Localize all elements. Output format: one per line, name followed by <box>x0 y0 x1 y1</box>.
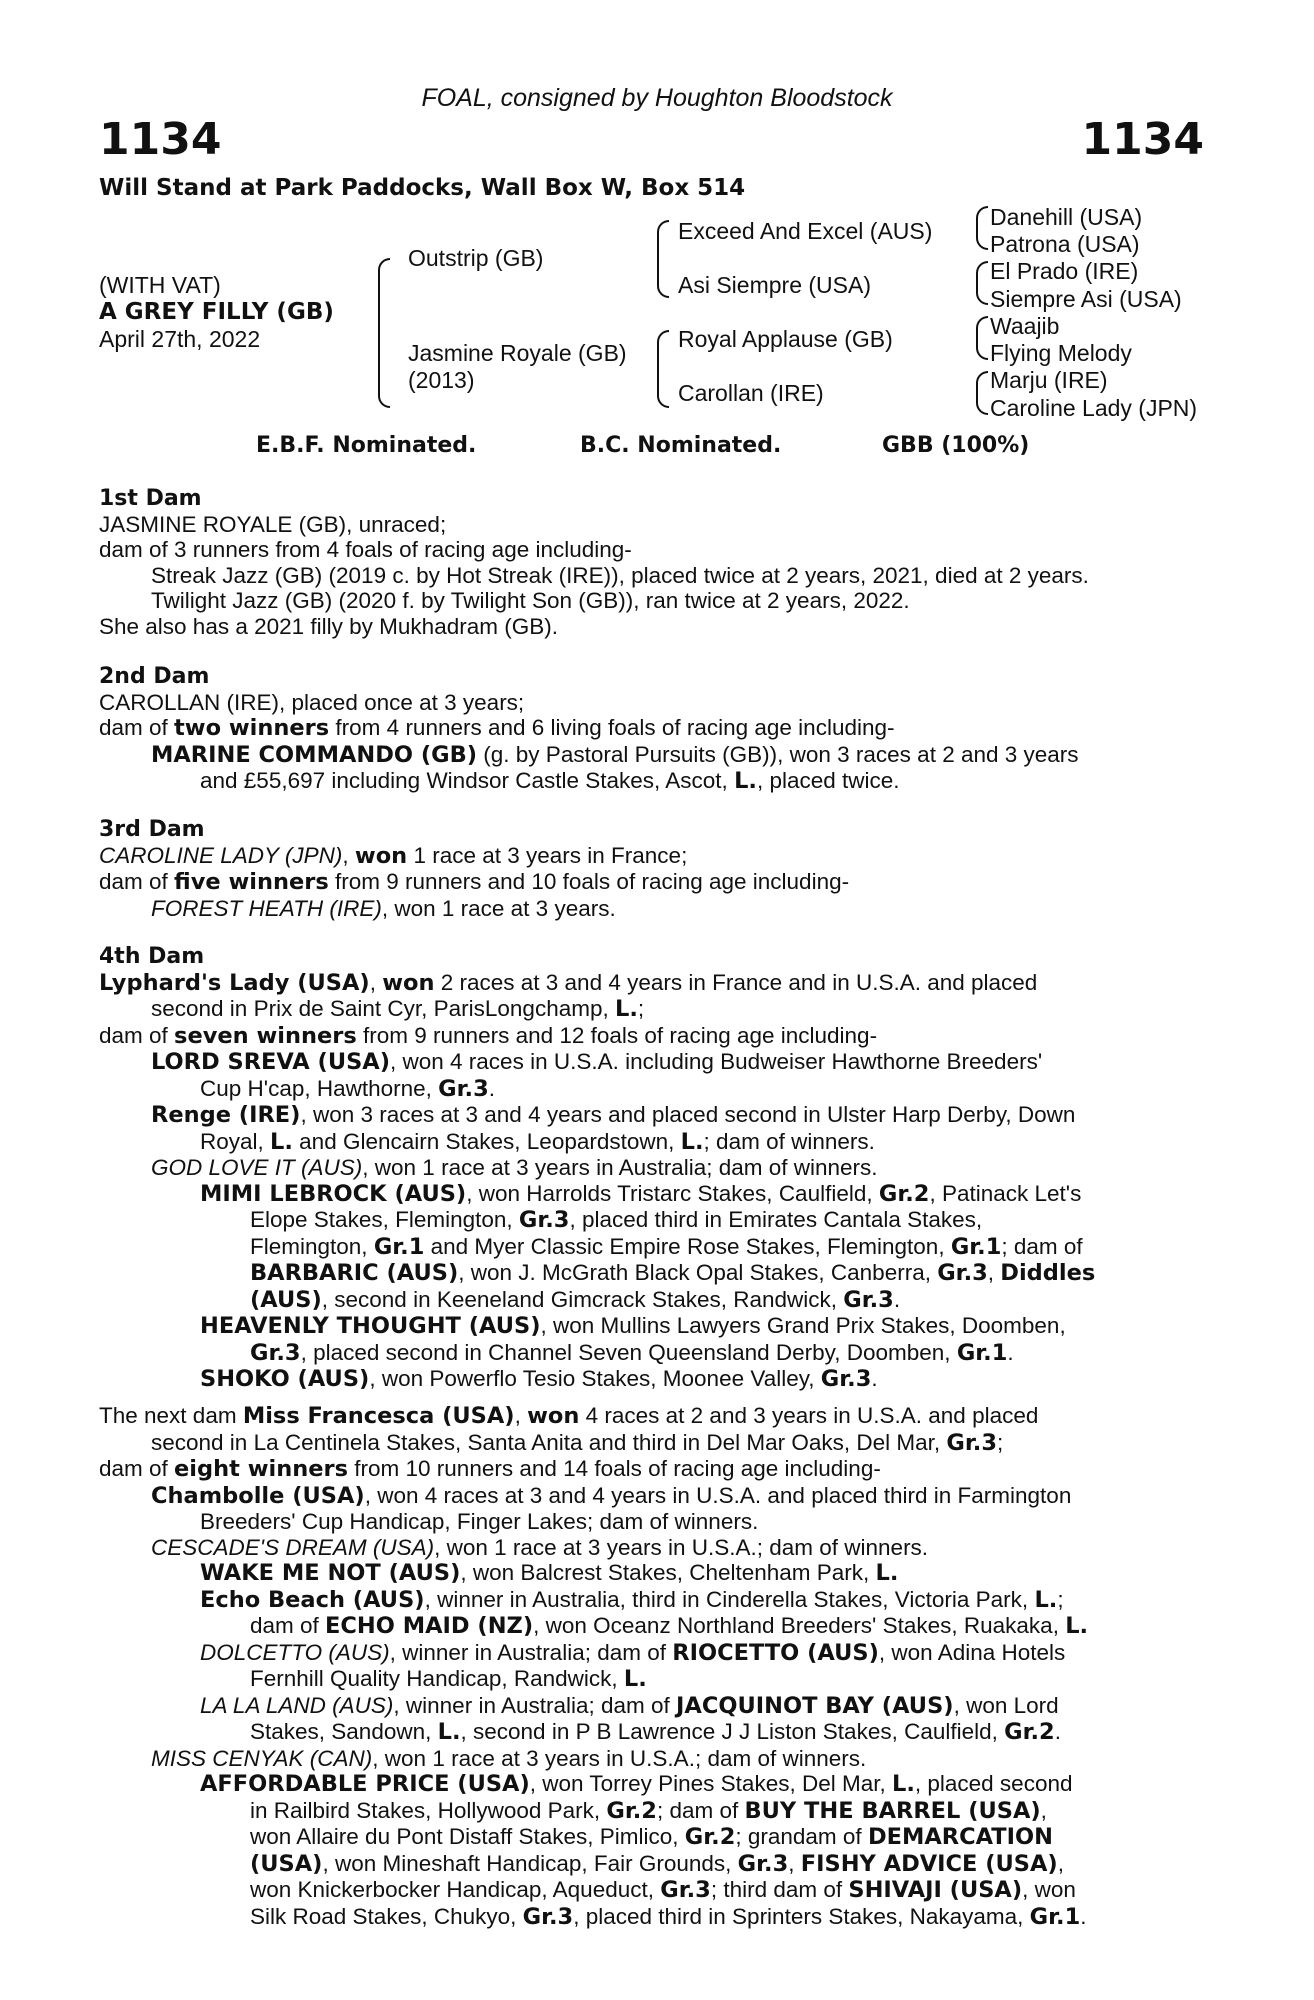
text: ; third dam of <box>710 1877 849 1902</box>
text: ; <box>1057 1586 1064 1612</box>
race-grade: L. <box>1034 1586 1058 1613</box>
horse-name: Renge (IRE) <box>151 1102 301 1128</box>
text: , won Mineshaft Handicap, Fair Grounds, <box>322 1850 738 1876</box>
text: dam of <box>99 715 175 740</box>
text: , won Powerflo Tesio Stakes, Moonee Valley, <box>369 1366 821 1391</box>
race-grade: L. <box>875 1560 899 1586</box>
race-grade: Gr.2 <box>878 1180 930 1207</box>
text: from 4 runners and 6 living foals of racing age including- <box>329 715 895 740</box>
second-dam-produce <box>99 742 1202 769</box>
race-grade: L. <box>270 1128 293 1155</box>
horse-name: MISS CENYAK (CAN) <box>151 1745 373 1771</box>
text: , won <box>1022 1877 1076 1902</box>
grand-produce <box>99 1771 1202 1798</box>
horse-name: BUY THE BARREL (USA) <box>744 1797 1041 1824</box>
text: Fernhill Quality Handicap, Randwick, <box>250 1666 624 1691</box>
text: , won 1 race at 3 years. <box>381 895 616 921</box>
text: from 9 runners and 12 foals of racing age including- <box>356 1022 878 1048</box>
fourth-dam-section <box>99 944 1202 1393</box>
race-grade: Gr.3 <box>946 1429 997 1456</box>
text: , <box>514 1403 528 1428</box>
first-dam-line: dam of 3 runners from 4 foals of racing age including- <box>99 537 632 562</box>
pedigree-brace-g4 <box>976 371 988 415</box>
text: ; grandam of <box>735 1824 868 1849</box>
grand-produce <box>99 1904 1202 1931</box>
text: , second in Keeneland Gimcrack Stakes, Randwick, <box>321 1286 844 1312</box>
stand-location: Will Stand at Park Paddocks, Wall Box W, Box 514 <box>99 175 746 201</box>
race-grade: Gr.2 <box>606 1797 657 1824</box>
second-dam-section <box>99 664 1202 795</box>
granddam-8: Caroline Lady (JPN) <box>990 395 1198 421</box>
horse-name: FISHY ADVICE (USA) <box>800 1850 1058 1877</box>
text: , won Adina Hotels <box>878 1639 1066 1665</box>
grand-produce <box>99 1587 1202 1614</box>
horse-name: Chambolle (USA) <box>151 1482 365 1509</box>
race-grade: Gr.1 <box>373 1233 425 1260</box>
grandsire-1: Danehill (USA) <box>990 204 1143 230</box>
race-grade: Gr.3 <box>737 1850 789 1877</box>
pedigree-brace-main <box>378 258 390 408</box>
horse-name: Diddles <box>1000 1260 1096 1286</box>
text: , winner in Australia; dam of <box>393 1692 677 1718</box>
grand-produce <box>99 1181 1202 1208</box>
race-grade: L. <box>734 768 757 794</box>
text: , won Lord <box>953 1692 1059 1718</box>
third-dam-line <box>99 869 1202 896</box>
text: . <box>893 1286 901 1312</box>
text: dam of <box>99 1456 175 1481</box>
text: and £55,697 including Windsor Castle Stakes, Ascot, <box>200 768 735 793</box>
text: , placed third in Emirates Cantala Stakes, <box>569 1207 983 1232</box>
grand-produce <box>99 1207 1202 1234</box>
pedigree-brace-dam <box>657 330 669 408</box>
race-grade: Gr.3 <box>660 1877 711 1903</box>
text: , won 1 race at 3 years in Australia; dam of winners. <box>362 1155 878 1180</box>
text: (g. by Pastoral Pursuits (GB)), won 3 races at 2 and 3 years <box>477 741 1079 767</box>
horse-name: WAKE ME NOT (AUS) <box>200 1560 461 1586</box>
text: won <box>527 1403 580 1429</box>
race-grade: Gr.3 <box>820 1366 872 1392</box>
text: . <box>871 1366 878 1391</box>
grand-produce <box>99 1340 1202 1367</box>
text: second in La Centinela Stakes, Santa Anita and third in Del Mar Oaks, Del Mar, <box>151 1429 947 1455</box>
bc-nomination: B.C. Nominated. <box>580 433 782 458</box>
text: dam of <box>250 1613 326 1638</box>
race-grade: Gr.1 <box>950 1233 1002 1260</box>
race-grade: Gr.3 <box>937 1260 988 1286</box>
text: 1 race at 3 years in France; <box>407 842 688 868</box>
grandsire-7: Marju (IRE) <box>990 367 1108 393</box>
grand-produce <box>99 1287 1202 1314</box>
text: . <box>1080 1903 1087 1929</box>
first-dam-line: She also has a 2021 filly by Mukhadram (GB). <box>99 613 558 639</box>
horse-name: RIOCETTO (AUS) <box>672 1639 879 1666</box>
race-grade: Gr.1 <box>956 1339 1008 1366</box>
horse-name: DEMARCATION <box>867 1824 1053 1850</box>
granddam-4: Siempre Asi (USA) <box>990 286 1182 312</box>
text: from 10 runners and 14 foals of racing age including- <box>348 1456 881 1481</box>
text: , <box>1057 1850 1064 1876</box>
text: Stakes, Sandown, <box>250 1719 438 1744</box>
text: , won Oceanz Northland Breeders' Stakes, Ruakaka, <box>533 1613 1066 1638</box>
fourth-dam-heading: 4th Dam <box>99 944 205 969</box>
horse-name: (AUS) <box>250 1286 322 1313</box>
lot-number-left: 1134 <box>99 114 222 165</box>
third-dam-line <box>99 843 1202 870</box>
horse-name: SHOKO (AUS) <box>200 1366 370 1392</box>
grandsire-5: Waajib <box>990 313 1060 339</box>
horse-name: JACQUINOT BAY (AUS) <box>676 1692 954 1719</box>
grand-produce <box>99 1693 1202 1720</box>
next-dam-produce: Breeders' Cup Handicap, Finger Lakes; dam of winners. <box>200 1509 759 1534</box>
text: , second in P B Lawrence J J Liston Stakes, Caulfield, <box>460 1719 1005 1744</box>
second-dam-line: CAROLLAN (IRE), placed once at 3 years; <box>99 689 525 715</box>
text: two winners <box>174 715 330 741</box>
horse-name: CAROLINE LADY (JPN) <box>99 842 343 868</box>
next-dam-line <box>99 1430 1202 1457</box>
horse-name: LORD SREVA (USA) <box>151 1049 390 1075</box>
grand-produce <box>99 1877 1202 1904</box>
text: , <box>987 1260 1001 1285</box>
first-dam-produce: Streak Jazz (GB) (2019 c. by Hot Streak (IRE)), placed twice at 2 years, 2021, died at 2 years. <box>151 562 1089 588</box>
dam-dam: Carollan (IRE) <box>678 380 824 406</box>
text: , won 1 race at 3 years in U.S.A.; dam of winners. <box>372 1745 867 1771</box>
grand-produce <box>99 1260 1202 1287</box>
ebf-nomination: E.B.F. Nominated. <box>256 433 477 458</box>
first-dam-section <box>99 486 1202 639</box>
text: . <box>1007 1339 1014 1365</box>
grandsire-3: El Prado (IRE) <box>990 258 1139 284</box>
second-dam-produce <box>99 768 1202 795</box>
next-dam-produce <box>99 1483 1202 1510</box>
fourth-dam-produce <box>99 1049 1202 1076</box>
text: , <box>342 842 355 868</box>
fourth-dam-produce <box>99 1076 1202 1103</box>
text: , won Harrolds Tristarc Stakes, Caulfield, <box>466 1180 879 1206</box>
text: , won Mullins Lawyers Grand Prix Stakes, Doomben, <box>540 1313 1066 1338</box>
race-grade: L. <box>680 1128 704 1155</box>
horse-name: SHIVAJI (USA) <box>848 1877 1023 1903</box>
first-dam-produce: Twilight Jazz (GB) (2020 f. by Twilight Son (GB)), ran twice at 2 years, 2022. <box>151 588 910 613</box>
race-grade: L. <box>891 1771 915 1797</box>
horse-name: CESCADE'S DREAM (USA) <box>151 1534 435 1560</box>
text: dam of <box>99 1022 175 1048</box>
horse-name: HEAVENLY THOUGHT (AUS) <box>200 1313 541 1339</box>
text: won <box>382 969 435 996</box>
text: The next dam <box>99 1403 243 1428</box>
grand-produce <box>99 1313 1202 1340</box>
text: Elope Stakes, Flemington, <box>250 1207 519 1232</box>
grand-produce <box>99 1824 1202 1851</box>
text: and Glencairn Stakes, Leopardstown, <box>292 1128 681 1154</box>
second-dam-heading: 2nd Dam <box>99 664 210 689</box>
race-grade: Gr.3 <box>522 1903 574 1930</box>
grand-produce <box>99 1560 1202 1587</box>
third-dam-section <box>99 817 1202 921</box>
race-grade: L. <box>623 1666 647 1692</box>
text: , placed third in Sprinters Stakes, Nakayama, <box>573 1903 1030 1929</box>
race-grade: Gr.3 <box>843 1286 894 1313</box>
text: second in Prix de Saint Cyr, ParisLongchamp, <box>151 996 615 1021</box>
text: Cup H'cap, Hawthorne, <box>200 1075 439 1101</box>
horse-name: BARBARIC (AUS) <box>250 1260 459 1286</box>
text: . <box>488 1075 495 1101</box>
text: , placed second <box>914 1771 1073 1796</box>
granddam-6: Flying Melody <box>990 340 1132 366</box>
sire-sire: Exceed And Excel (AUS) <box>678 218 933 244</box>
horse-name: AFFORDABLE PRICE (USA) <box>200 1771 530 1797</box>
first-dam-line: JASMINE ROYALE (GB), unraced; <box>99 511 447 537</box>
text: , won 1 race at 3 years in U.S.A.; dam of winners. <box>434 1534 929 1560</box>
horse-name: MIMI LEBROCK (AUS) <box>200 1180 467 1207</box>
text: , won J. McGrath Black Opal Stakes, Canberra, <box>458 1260 938 1285</box>
fourth-dam-line <box>99 1023 1202 1050</box>
second-dam-line <box>99 715 1202 742</box>
horse-name: Lyphard's Lady (USA) <box>99 969 370 996</box>
text: won Allaire du Pont Distaff Stakes, Pimlico, <box>250 1824 685 1849</box>
horse-name: GOD LOVE IT (AUS) <box>151 1155 363 1180</box>
gbb-status: GBB (100%) <box>882 433 1030 458</box>
text: Flemington, <box>250 1233 374 1259</box>
text: , placed second in Channel Seven Queensland Derby, Doomben, <box>300 1339 957 1365</box>
text: , Patinack Let's <box>929 1180 1082 1206</box>
next-dam-produce <box>99 1746 1202 1772</box>
sire-name: Outstrip (GB) <box>408 245 544 271</box>
text: dam of <box>99 869 175 894</box>
horse-name: DOLCETTO (AUS) <box>200 1639 390 1665</box>
next-dam-line <box>99 1403 1202 1430</box>
text: , placed twice. <box>756 768 900 793</box>
text: , won Balcrest Stakes, Cheltenham Park, <box>460 1560 876 1585</box>
text: ; dam of <box>1001 1233 1083 1259</box>
text: , winner in Australia; dam of <box>389 1639 673 1665</box>
fourth-dam-line <box>99 996 1202 1023</box>
race-grade: Gr.3 <box>250 1339 301 1366</box>
text: ; <box>996 1429 1004 1455</box>
lot-number-right: 1134 <box>1081 114 1204 165</box>
next-dam-section <box>99 1403 1202 1930</box>
grand-produce <box>99 1666 1202 1693</box>
text: seven winners <box>174 1022 357 1049</box>
horse-name: FOREST HEATH (IRE) <box>151 895 382 921</box>
dam-name: Jasmine Royale (GB) <box>408 340 627 366</box>
first-dam-heading: 1st Dam <box>99 486 202 511</box>
text: , winner in Australia, third in Cinderella Stakes, Victoria Park, <box>424 1586 1035 1612</box>
text: . <box>1054 1719 1061 1744</box>
text: from 9 runners and 10 foals of racing age including- <box>328 869 850 894</box>
text: , <box>1040 1797 1047 1823</box>
foaled-date: April 27th, 2022 <box>99 326 261 352</box>
grand-produce <box>99 1640 1202 1667</box>
fourth-dam-line <box>99 970 1202 997</box>
granddam-2: Patrona (USA) <box>990 231 1140 257</box>
horse-description: A GREY FILLY (GB) <box>99 299 334 325</box>
fourth-dam-produce <box>99 1129 1202 1156</box>
text: ; dam of <box>656 1797 745 1823</box>
fourth-dam-produce <box>99 1102 1202 1129</box>
race-grade: L. <box>1065 1613 1089 1639</box>
horse-name: MARINE COMMANDO (GB) <box>151 741 478 768</box>
race-grade: Gr.3 <box>438 1075 489 1102</box>
grand-produce <box>99 1851 1202 1878</box>
race-grade: Gr.2 <box>684 1824 736 1850</box>
grand-produce <box>99 1366 1202 1393</box>
third-dam-heading: 3rd Dam <box>99 817 205 842</box>
text: and Myer Classic Empire Rose Stakes, Flemington, <box>424 1233 951 1259</box>
race-grade: Gr.3 <box>518 1207 570 1233</box>
text: , won Torrey Pines Stakes, Del Mar, <box>529 1771 892 1796</box>
text: Royal, <box>200 1128 271 1154</box>
next-dam-produce <box>99 1535 1202 1561</box>
horse-name: ECHO MAID (NZ) <box>325 1613 534 1639</box>
next-dam-line <box>99 1456 1202 1483</box>
text: Silk Road Stakes, Chukyo, <box>250 1903 523 1929</box>
text: eight winners <box>174 1456 349 1482</box>
text: ; <box>637 996 645 1021</box>
horse-name: LA LA LAND (AUS) <box>200 1692 394 1718</box>
grand-produce <box>99 1613 1202 1640</box>
grand-produce <box>99 1719 1202 1746</box>
sire-dam: Asi Siempre (USA) <box>678 272 871 298</box>
vat-note: (WITH VAT) <box>99 272 221 298</box>
text: , won 4 races in U.S.A. including Budweiser Hawthorne Breeders' <box>390 1049 1043 1074</box>
text: , won 4 races at 3 and 4 years in U.S.A. and placed third in Farmington <box>364 1482 1072 1508</box>
pedigree-brace-g2 <box>976 261 988 305</box>
horse-name: (USA) <box>250 1850 323 1877</box>
pedigree-brace-g3 <box>976 316 988 360</box>
text: won Knickerbocker Handicap, Aqueduct, <box>250 1877 661 1902</box>
dam-sire: Royal Applause (GB) <box>678 326 893 352</box>
fourth-dam-produce <box>99 1155 1202 1181</box>
text: , <box>788 1850 801 1876</box>
third-dam-produce <box>99 896 1202 922</box>
text: five winners <box>174 869 329 895</box>
consignment-line: FOAL, consigned by Houghton Bloodstock <box>421 84 893 112</box>
race-grade: Gr.2 <box>1004 1719 1055 1745</box>
horse-name: Echo Beach (AUS) <box>200 1586 425 1613</box>
pedigree-brace-sire <box>657 220 669 298</box>
dam-year: (2013) <box>408 367 475 393</box>
race-grade: Gr.1 <box>1029 1903 1081 1930</box>
text: ; dam of winners. <box>703 1128 875 1154</box>
text: won <box>354 842 408 869</box>
grand-produce <box>99 1798 1202 1825</box>
text: 2 races at 3 and 4 years in France and in U.S.A. and placed <box>434 969 1038 995</box>
text: in Railbird Stakes, Hollywood Park, <box>250 1797 607 1823</box>
text: 4 races at 2 and 3 years in U.S.A. and placed <box>579 1403 1039 1428</box>
grand-produce <box>99 1234 1202 1261</box>
race-grade: L. <box>437 1719 461 1745</box>
text: , <box>369 969 383 995</box>
race-grade: L. <box>615 996 638 1022</box>
horse-name: Miss Francesca (USA) <box>242 1403 515 1429</box>
pedigree-brace-g1 <box>976 206 988 250</box>
text: , won 3 races at 3 and 4 years and placed second in Ulster Harp Derby, Down <box>300 1102 1076 1127</box>
